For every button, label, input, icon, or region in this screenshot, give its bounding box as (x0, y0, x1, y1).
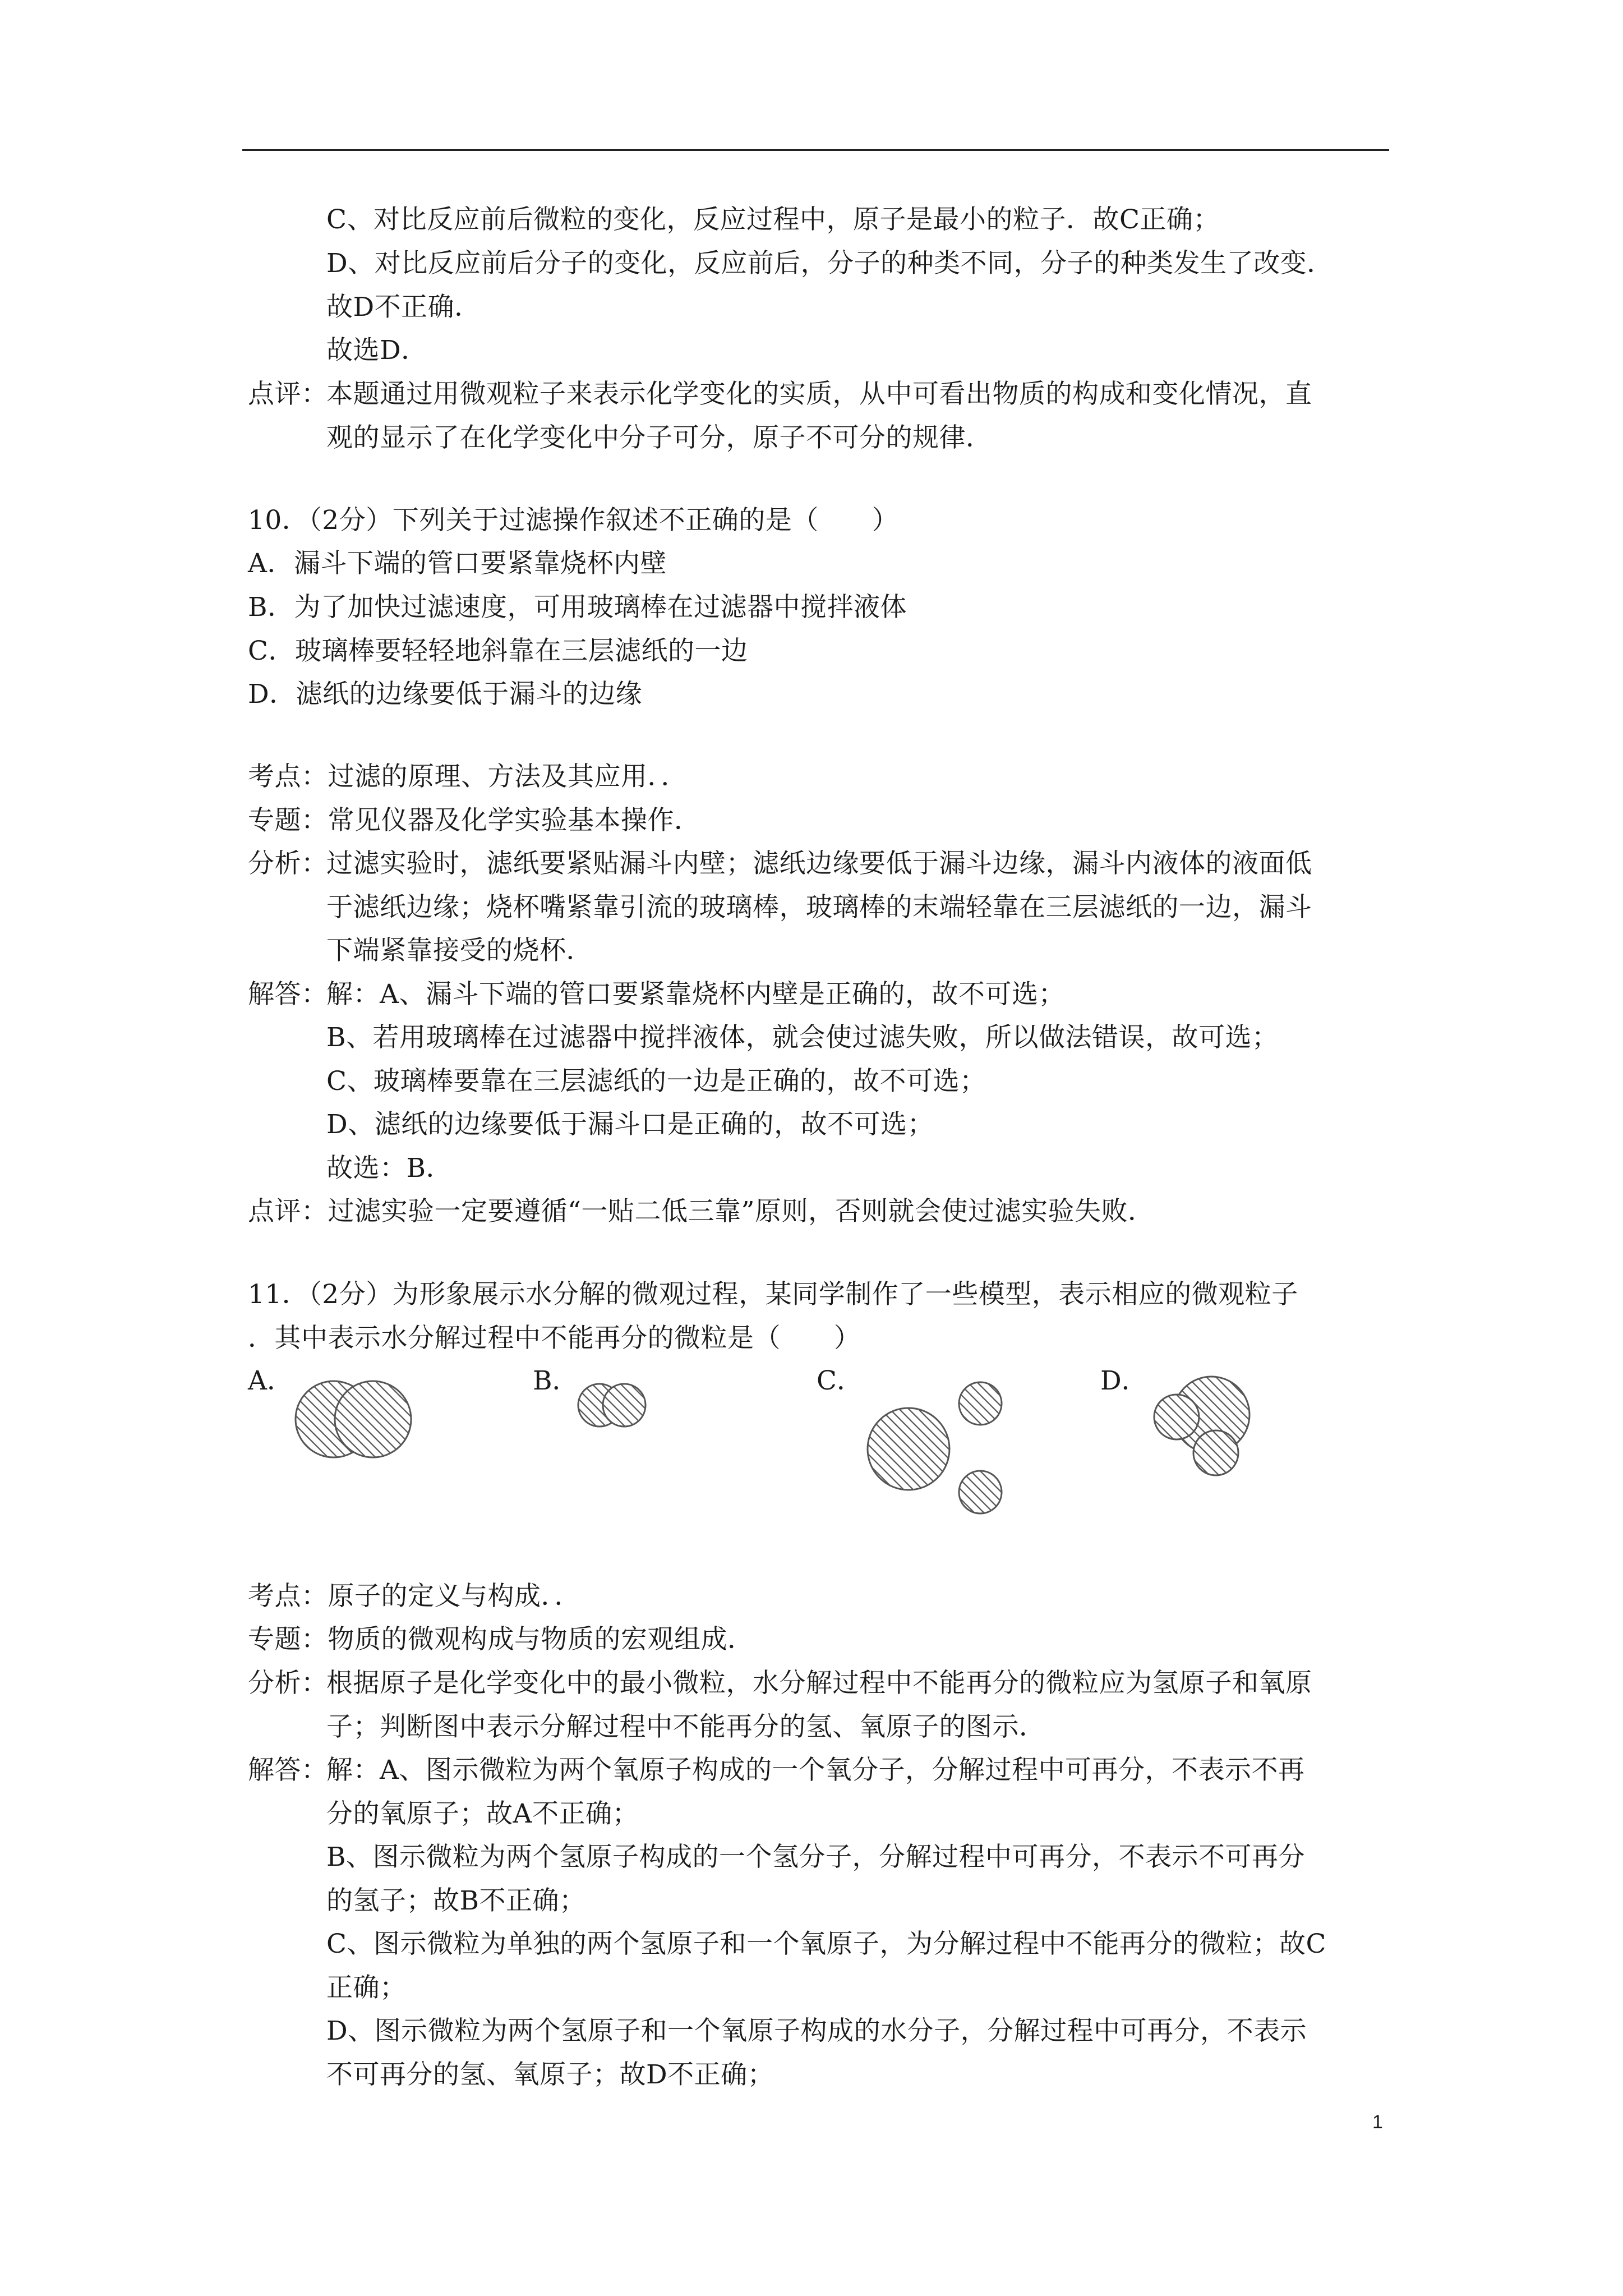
q11-answer-line: 的氢子；故B不正确； (326, 1885, 586, 1916)
q10-analysis-line: 过滤实验时，滤纸要紧贴漏斗内壁；滤纸边缘要低于漏斗边缘，漏斗内液体的液面低 (326, 848, 1312, 879)
q11-kaodian: 考点：原子的定义与构成．． (248, 1581, 581, 1612)
q11-option-c-label: C． (817, 1365, 863, 1396)
q9-comment-line: 观的显示了在化学变化中分子可分，原子不可分的规律． (326, 422, 993, 453)
q11-option-b-label: B． (533, 1365, 579, 1396)
atom-circle (603, 1384, 645, 1427)
q10-option-c: C．玻璃棒要轻轻地斜靠在三层滤纸的一边 (248, 636, 748, 666)
header-rule (242, 149, 1389, 151)
atom-circle (959, 1471, 1002, 1513)
q10-zhuanti: 专题：常见仪器及化学实验基本操作． (248, 805, 701, 836)
q10-analysis-line: 下端紧靠接受的烧杯． (326, 935, 593, 966)
q10-option-a: A．漏斗下端的管口要紧靠烧杯内壁 (248, 548, 667, 579)
q11-analysis-line: 子；判断图中表示分解过程中不能再分的氢、氧原子的图示． (326, 1711, 1046, 1742)
q11-option-d-label: D． (1100, 1365, 1148, 1396)
q10-answer-choice: 故选：B． (326, 1153, 453, 1184)
q9-answer-choice: 故选D． (326, 335, 428, 366)
atom-circle (1193, 1430, 1238, 1475)
q11-answer-line: C、图示微粒为单独的两个氢原子和一个氧原子，为分解过程中不能再分的微粒；故C (326, 1929, 1326, 1959)
q11-stem-line: 11．（2分）为形象展示水分解的微观过程，某同学制作了一些模型，表示相应的微观粒子 (248, 1279, 1298, 1310)
atom-circle (335, 1381, 411, 1457)
q10-answer-line: C、玻璃棒要靠在三层滤纸的一边是正确的，故不可选； (326, 1066, 986, 1097)
q10-answer-line: 解：A、漏斗下端的管口要紧靠烧杯内壁是正确的，故不可选； (326, 979, 1065, 1010)
q11-option-a-label: A． (248, 1365, 293, 1396)
q11-option-c-figure (864, 1374, 1009, 1520)
q10-analysis-label: 分析： (248, 848, 328, 879)
q11-option-b-figure (575, 1377, 653, 1433)
atom-circle (868, 1408, 949, 1490)
q11-answer-line: 解：A、图示微粒为两个氧原子构成的一个氧分子，分解过程中可再分，不表示不再 (326, 1755, 1305, 1786)
q11-option-d-figure (1150, 1369, 1262, 1481)
q11-analysis-line: 根据原子是化学变化中的最小微粒，水分解过程中不能再分的微粒应为氢原子和氧原 (326, 1668, 1312, 1699)
q10-analysis-line: 于滤纸边缘；烧杯嘴紧靠引流的玻璃棒，玻璃棒的末端轻靠在三层滤纸的一边，漏斗 (326, 892, 1312, 923)
q10-answer-line: B、若用玻璃棒在过滤器中搅拌液体，就会使过滤失败，所以做法错误，故可选； (326, 1022, 1279, 1053)
q9-answer-line-c: C、对比反应前后微粒的变化，反应过程中，原子是最小的粒子．故C正确； (326, 204, 1220, 235)
q10-stem: 10．（2分）下列关于过滤操作叙述不正确的是（ ） (248, 505, 899, 536)
q11-zhuanti: 专题：物质的微观构成与物质的宏观组成． (248, 1624, 754, 1655)
q11-answer-line: B、图示微粒为两个氢原子构成的一个氢分子，分解过程中可再分，不表示不可再分 (326, 1842, 1306, 1872)
q9-comment-line: 本题通过用微观粒子来表示化学变化的实质，从中可看出物质的构成和变化情况，直 (326, 379, 1312, 409)
atom-circle (959, 1382, 1002, 1425)
q11-option-a-figure (292, 1374, 426, 1464)
q11-answer-line: D、图示微粒为两个氢原子和一个氧原子构成的水分子，分解过程中可再分，不表示 (326, 2016, 1307, 2046)
q9-answer-line-d2: 故D不正确． (326, 292, 481, 323)
q10-option-b: B．为了加快过滤速度，可用玻璃棒在过滤器中搅拌液体 (248, 592, 907, 623)
q11-stem-line: ．其中表示水分解过程中不能再分的微粒是（ ） (248, 1323, 861, 1354)
q11-answer-line: 分的氧原子；故A不正确； (326, 1798, 639, 1829)
q10-option-d: D．滤纸的边缘要低于漏斗的边缘 (248, 679, 643, 710)
atom-circle (1154, 1395, 1199, 1439)
q9-answer-line-d: D、对比反应前后分子的变化，反应前后，分子的种类不同，分子的种类发生了改变． (326, 248, 1334, 279)
q11-answer-line: 正确； (326, 1972, 407, 2003)
q10-comment: 点评：过滤实验一定要遵循“一贴二低三靠”原则，否则就会使过滤实验失败． (248, 1196, 1155, 1227)
page-number: 1 (1372, 2111, 1383, 2133)
q11-analysis-label: 分析： (248, 1668, 328, 1699)
q11-answer-line: 不可再分的氢、氧原子；故D不正确； (326, 2059, 774, 2090)
q10-answer-label: 解答： (248, 979, 328, 1010)
q11-answer-label: 解答： (248, 1755, 328, 1786)
q9-comment-label: 点评： (248, 379, 328, 409)
q10-kaodian: 考点：过滤的原理、方法及其应用．． (248, 761, 688, 792)
q10-answer-line: D、滤纸的边缘要低于漏斗口是正确的，故不可选； (326, 1109, 934, 1140)
